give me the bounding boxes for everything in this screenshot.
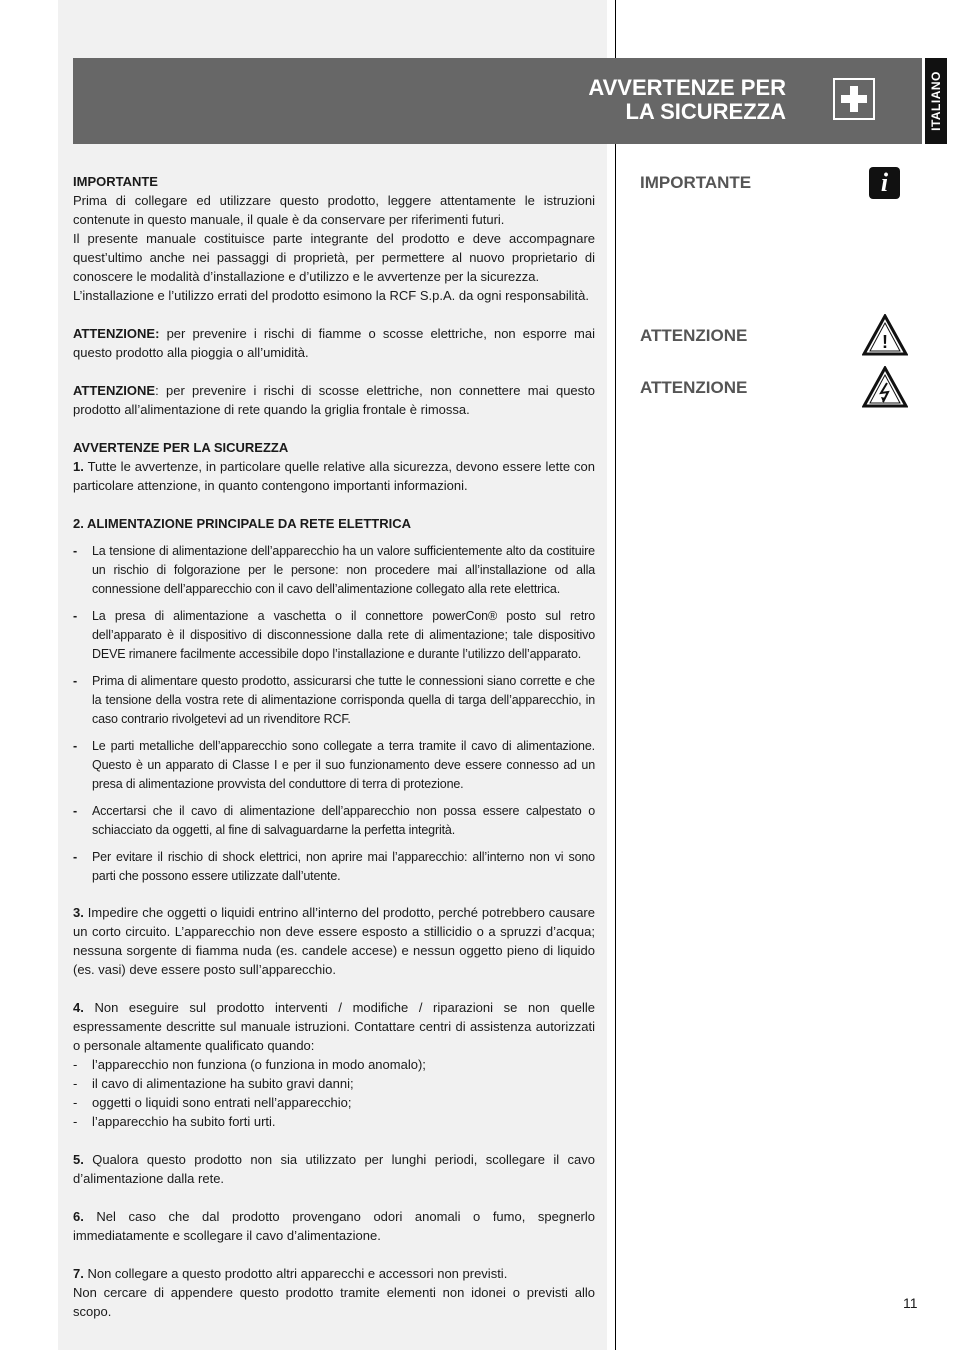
list-item: - il cavo di alimentazione ha subito gravi danni;	[73, 1076, 354, 1091]
power-warnings-list	[73, 542, 595, 886]
list-item: - l’apparecchio non funziona (o funziona in modo anomalo);	[73, 1057, 426, 1072]
safety-item-3: 3. Impedire che oggetti o liquidi entrino all’interno del prodotto, perché potrebbero causare un corto circuito. L’apparecchio non deve essere esposto a stillicidio o a spruzzi d’acqua; nessuna sorgente di fiamma nuda (es. candele accese) e nessun oggetto pieno di liquido (es. vasi) deve essere posto sull’apparecchio.	[73, 905, 595, 977]
importante-paragraph-2: Il presente manuale costituisce parte integrante del prodotto e deve accompagnare quest’ultimo anche nei passaggi di proprietà, per permettere al nuovo proprietario di conoscere le modalità d’installazione e d’utilizzo e le avvertenze per la sicurezza.	[73, 231, 595, 284]
importante-paragraph-1: Prima di collegare ed utilizzare questo prodotto, leggere attentamente le istruzioni contenute in questo manuale, il quale è da conservare per riferimenti futuri.	[73, 193, 595, 227]
list-item: - Accertarsi che il cavo di alimentazione dell’apparecchio non possa essere calpestato o schiacciato da oggetti, al fine di salvaguardarne la perfetta integrità.	[73, 804, 595, 837]
service-conditions-list	[73, 1055, 595, 1131]
safety-item-5: 5. Qualora questo prodotto non sia utilizzato per lunghi periodi, scollegare il cavo d’alimentazione dalla rete.	[73, 1152, 595, 1186]
sidebar-label-attenzione-1: ATTENZIONE	[640, 326, 748, 345]
importante-heading: IMPORTANTE	[73, 174, 158, 189]
sidebar-label-importante: IMPORTANTE	[640, 173, 752, 192]
list-item: - oggetti o liquidi sono entrati nell’apparecchio;	[73, 1095, 352, 1110]
safety-item-7-continued: Non cercare di appendere questo prodotto tramite elementi non idonei o previsti allo scopo.	[73, 1285, 595, 1319]
warning-triangle-icon	[862, 314, 908, 356]
info-icon: i	[869, 167, 900, 199]
list-item: - La tensione di alimentazione dell’apparecchio ha un valore sufficientemente alto da costituire un rischio di folgorazione per le persone: non procedere mai all’installazione od alla connessione dell’apparecchio con il cavo dell’alimentazione collegato alla rete elettrica.	[73, 544, 595, 596]
list-item: - l’apparecchio ha subito forti urti.	[73, 1114, 276, 1129]
section-title	[588, 76, 786, 124]
safety-heading: AVVERTENZE PER LA SICUREZZA	[73, 440, 289, 455]
language-tab	[925, 58, 947, 144]
section-title-line-1: AVVERTENZE PER	[588, 75, 786, 100]
main-text	[73, 172, 595, 1321]
electric-shock-triangle-icon	[862, 366, 908, 408]
safety-item-4: 4. Non eseguire sul prodotto interventi / modifiche / riparazioni se non quelle espressamente descritte sul manuale istruzioni. Contattare centri di assistenza autorizzati o personale altamente qualificato quando:	[73, 1000, 595, 1053]
warning-exclamation: !	[882, 332, 888, 352]
list-item: - Per evitare il rischio di shock elettrici, non aprire mai l’apparecchio: all’interno non vi sono parti che possono essere utilizzate dall’utente.	[73, 850, 595, 883]
list-item: - Prima di alimentare questo prodotto, assicurarsi che tutte le connessioni siano corrette e che la tensione della vostra rete di alimentazione corrisponda quella di targa dell’apparecchio, in caso contrario rivolgetevi ad un rivenditore RCF.	[73, 674, 595, 726]
attenzione-paragraph-2: ATTENZIONE: per prevenire i rischi di scosse elettriche, non connettere mai questo prodotto all’alimentazione di rete quando la griglia frontale è rimossa.	[73, 383, 595, 417]
attenzione-paragraph-1: ATTENZIONE: per prevenire i rischi di fiamme o scosse elettriche, non esporre mai questo prodotto alla pioggia o all’umidità.	[73, 326, 595, 360]
list-item: - Le parti metalliche dell’apparecchio sono collegate a terra tramite il cavo di alimentazione. Questo è un apparato di Classe I e per il suo funzionamento deve essere connesso ad un presa di alimentazione provvista del conduttore di terra di protezione.	[73, 739, 595, 791]
safety-item-6: 6. Nel caso che dal prodotto provengano odori anomali o fumo, spegnerlo immediatamente e scollegare il cavo d’alimentazione.	[73, 1209, 595, 1243]
list-item: - La presa di alimentazione a vaschetta o il connettore powerCon® posto sul retro dell’apparato è il dispositivo di disconnessione dalla rete di alimentazione; tale dispositivo DEVE rimanere facilmente accessibile dopo l’installazione e durante l’utilizzo dell’apparato.	[73, 609, 595, 661]
first-aid-cross-icon	[833, 78, 875, 120]
sidebar-label-attenzione-2: ATTENZIONE	[640, 378, 748, 397]
importante-paragraph-3: L’installazione e l’utilizzo errati del prodotto esimono la RCF S.p.A. da ogni responsabilità.	[73, 288, 589, 303]
language-tab-label: ITALIANO	[929, 71, 943, 131]
page-number: 11	[903, 1295, 918, 1311]
safety-item-1: 1. Tutte le avvertenze, in particolare quelle relative alla sicurezza, devono essere lette con particolare attenzione, in quanto contengono importanti informazioni.	[73, 459, 595, 493]
safety-item-2-heading: 2. ALIMENTAZIONE PRINCIPALE DA RETE ELETTRICA	[73, 516, 412, 531]
safety-item-7: 7. Non collegare a questo prodotto altri apparecchi e accessori non previsti.	[73, 1266, 508, 1281]
section-header	[73, 58, 922, 144]
section-title-line-2: LA SICUREZZA	[625, 99, 786, 124]
column-divider	[615, 0, 616, 1350]
